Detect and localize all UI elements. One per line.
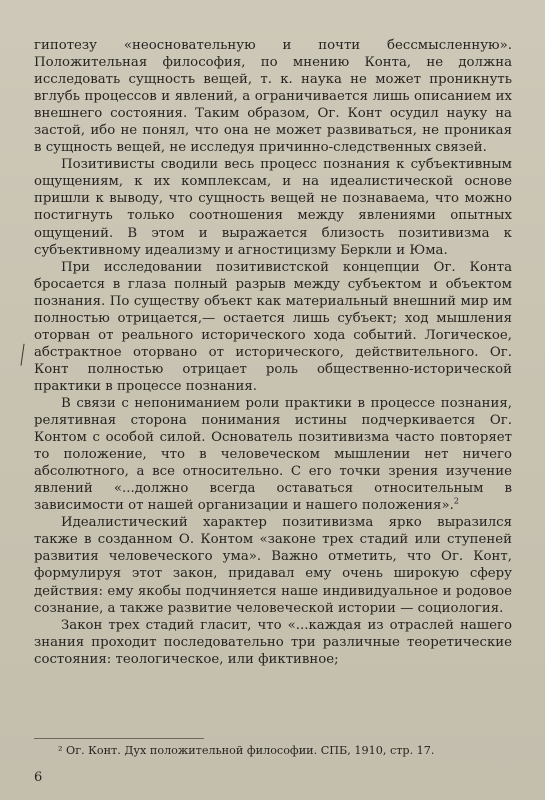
paragraph-1: гипотезу «неосновательную и почти бессмысленную». Положительная философия, по мнению Конта, не должна исследовать сущность вещей, т. к. наука не может проникнуть вглубь процессов и явлений, а ограничивается лишь описанием их внешнего состояния. Таким образом, Ог. Конт осудил науку на застой, ибо не понял, что она не может развиваться, не проникая в сущность вещей, не исследуя причинно-следственных связей. [34, 38, 512, 156]
paragraph-4-text: В связи с непониманием роли практики в процессе познания, релятивная сторона понимания истины подчеркивается Ог. Контом с особой силой. Основатель позитивизма часто повторяет то положение, что в человеческом мышлении нет ничего абсолютного, а все относительно. С его точки зрения изучение явлений «...должно всегда оставаться относительным в зависимости от нашей организации и нашего положения». [34, 395, 512, 514]
paragraph-3: При исследовании позитивистской концепции Ог. Конта бросается в глаза полный разрыв между субъектом и объектом познания. По существу объект как материальный внешний мир им полностью отрицается,— остается лишь субъект; ход мышления оторван от реального исторического хода событий. Логическое, абстрактное оторвано от исторического, действительного. Ог. Конт полностью отрицает роль общественно-исторической практики в процессе познания. [34, 259, 512, 394]
paragraph-2: Позитивисты сводили весь процесс познания к субъективным ощущениям, к их комплексам, и на идеалистической основе пришли к выводу, что сущность вещей не познаваема, что можно постигнуть только соотношения между явлениями опытных ощущений. В этом и выражается близость позитивизма к субъективному идеализму и агностицизму Беркли и Юма. [34, 157, 512, 258]
footnote-reference: 2 [453, 496, 459, 506]
paragraph-5: Идеалистический характер позитивизма ярко выразился также в созданном О. Контом «законе трех стадий или ступеней развития человеческого ума». Важно отметить, что Ог. Конт, формулируя этот закон, придавал ему очень широкую сферу действия: ему якобы подчиняется наше индивидуальное и родовое сознание, а также развитие человеческой истории — социология. [34, 515, 512, 616]
pencil-margin-mark [20, 344, 28, 366]
footnote-divider [34, 738, 204, 739]
footnote: ² Ог. Конт. Дух положительной философии. СПБ, 1910, стр. 17. [58, 744, 435, 757]
paragraph-6: Закон трех стадий гласит, что «...каждая из отраслей нашего знания проходит последовательно три различные теоретические состояния: теологическое, или фиктивное; [34, 617, 512, 667]
paragraph-4 [34, 395, 512, 514]
page-number: 6 [34, 770, 43, 785]
main-text [34, 37, 512, 668]
